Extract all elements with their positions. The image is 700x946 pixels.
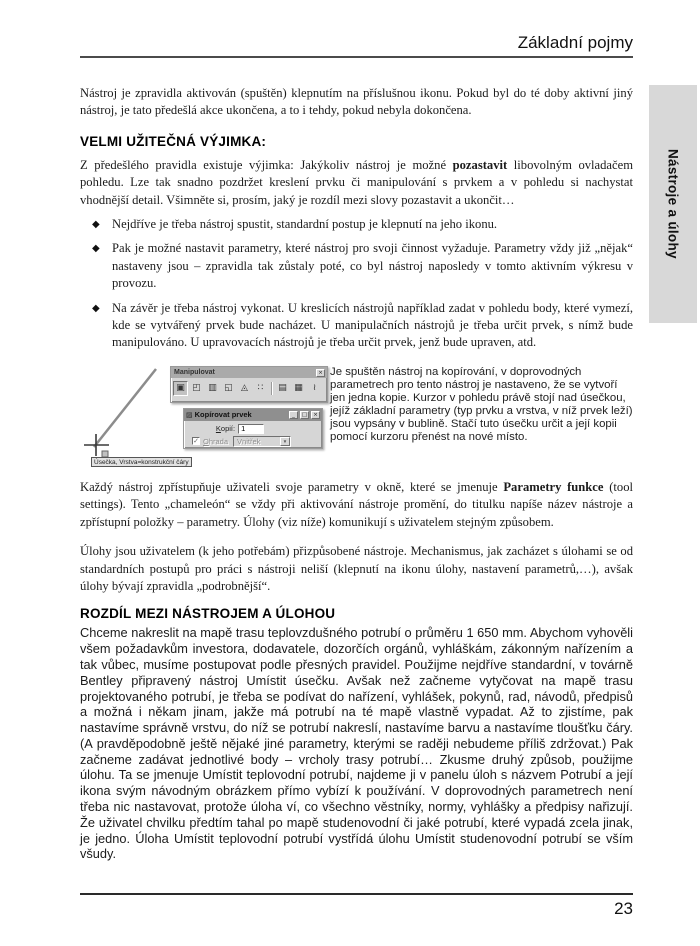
page-number: 23 [614, 899, 633, 918]
bullet-item [80, 216, 633, 233]
fence-label [203, 437, 228, 446]
fence-row [184, 434, 322, 447]
text-run: libovolným ovladačem pohledu. Lze tak snadno pozdržet kreslení prvku či manipulování s prvkem a v pohledu si nachystat vhodnější detail. Všimněte si, prosím, jaký je rozdíl mezi slovy pozastavit a ukončit… [80, 157, 633, 207]
dialog-title: Kopírovat prvek [194, 410, 252, 420]
screenshot-figure [80, 361, 330, 467]
scale-element-icon[interactable]: ◱ [224, 383, 233, 394]
change-attributes-icon[interactable]: ▦ [294, 383, 303, 394]
footer-rule [80, 893, 633, 895]
bullet-item [80, 300, 633, 352]
paragraph-tasks: Úlohy jsou uživatelem (k jeho potřebám) přizpůsobené nástroje. Mechanismus, jak zacházet s úlohami se od standardních postupů pro práci s nástroji neliší (klepnutí na ikonu úlohy, nastavení parametrů,…), avšak úlohy bývají zpravidla „podrobnější“. [80, 544, 633, 593]
label-rest: opií: [220, 424, 236, 434]
bullet-diamond-icon: ◆ [92, 302, 100, 314]
bullet-text: Na závěr je třeba nástroj vykonat. U kreslicích nástrojů například zadat v pohledu body, které vymezí, kde se vytvářený prvek bude nacházet. U manipulačních nástrojů je třeba určit prvek, s nímž bude manipulováno. U upravovacích nástrojů je třeba určit prvek, jenž bude upraven, atd. [112, 300, 633, 350]
app-icon: ▨ [186, 411, 193, 420]
element-info-tooltip: Úsečka, Vrstva=konstrukční čáry [91, 457, 192, 467]
close-icon[interactable]: × [316, 369, 325, 377]
content-column [80, 33, 633, 862]
accel-letter: K [215, 424, 221, 434]
toolbar-icon-row [171, 378, 327, 399]
running-header: Základní pojmy [517, 33, 633, 52]
manipulate-toolbar-window [170, 366, 328, 403]
section-heading-difference: ROZDÍL MEZI NÁSTROJEM A ÚLOHOU [80, 606, 336, 622]
move-parallel-icon[interactable]: ▥ [208, 383, 217, 394]
paragraph-difference: Chceme nakreslit na mapě trasu teplovzdušného potrubí o průměru 1 650 mm. Abychom vyhověli všem požadavkům investora, dodavatele, dozorčích orgánů, vyhláškám, zákonným nařízením a tak vůbec, musíme postupovat podle přesných pravidel. Použijme nejdříve standardní, v továrně Bentley připravený nástroj Umístit úsečku. Avšak než začneme vytyčovat na mapě trasu projektovaného potrubí, je třeba se podívat do nařízení, vyhlášek, pokynů, rad, návodů, předpisů a možná i někam jinam, jakže má potrubí na té mapě vlastně vypadat. Až to zjistíme, pak nastavíme správně vrstvu, do níž se potrubí nakreslí, nastavíme barvu a nastavíme tloušťku čáry. (A pravděpodobně ještě nějaké jiné parametry, kterými se raději nebudeme příliš zdržovat.) Pak začneme zadávat jednotlivé body – vrcholy trasy potrubí… Zkusme druhý způsob, použijme úlohu. Ta se jmenuje Umístit teplovodní potrubí, najdeme ji v panelu úloh s názvem Potrubí a její ikona svým návodným obrázkem přímo vybízí k používání. V doprovodných parametrech není třeba nic nastavovat, protože úloha ví, co všechno věstníky, normy, vyhlášky a předpisy nařizují. Že uživatel chvilku předtím tahal po mapě studenovodní či jaké potrubí, které vypadá zcela jinak, je jedno. Úloha Umístit teplovodní potrubí vystřídá úlohu Umístit studenovodní potrubí se vším všudy. [80, 625, 633, 862]
rotate-element-icon[interactable]: ◬ [241, 383, 248, 394]
fence-mode-dropdown[interactable] [233, 436, 291, 447]
text-run: (tool settings). Tento „chameleón“ se vždy při aktivování nástroje promění, do titulku napíše název nástroje a zpřístupní položky – parametry. Úlohy (viz níže) komunikují s uživatelem stejným způsobem. [80, 479, 633, 529]
chapter-tab[interactable] [649, 85, 697, 323]
stretch-element-icon[interactable]: ≀ [312, 383, 317, 394]
bullet-text: Nejdříve je třeba nástroj spustit, standardní postup je klepnutí na jeho ikonu. [112, 217, 498, 232]
section-heading-exception: VELMI UŽITEČNÁ VÝJIMKA: [80, 133, 267, 149]
text-run-bold: pozastavit [452, 157, 508, 172]
bullet-item [80, 240, 633, 292]
figure [80, 361, 633, 467]
label-rest: hrada [208, 436, 229, 446]
copy-element-icon[interactable]: ▣ [173, 381, 188, 396]
text-run: Každý nástroj zpřístupňuje uživateli svoje parametry v okně, které se jmenuje [80, 479, 504, 494]
paragraph-intro: Nástroj je zpravidla aktivován (spuštěn) klepnutím na příslušnou ikonu. Pokud byl do té doby aktivní jiný nástroj, je tato předešlá akce ukončena, a to i tehdy, pokud nebyla dokončena. [80, 86, 633, 118]
copies-row [184, 424, 322, 434]
fence-mode-value: Vnitřek [237, 436, 261, 446]
copy-element-dialog [183, 408, 323, 449]
close-icon[interactable]: × [311, 411, 320, 419]
bullet-text: Pak je možné nastavit parametry, které nástroj pro svoji činnost vyžaduje. Parametry vždy již „nějak“ nastaveny jsou – zpravidla tak zůstaly poté, co byl nástroj naposledy v tomto aktivním výkresu v provozu. [112, 241, 633, 291]
paragraph-tool-settings [80, 479, 633, 531]
dialog-titlebar[interactable] [184, 409, 322, 421]
toolbar-separator [271, 382, 272, 395]
toolbar-title: Manipulovat [174, 369, 215, 377]
construct-array-icon[interactable]: ∷ [257, 383, 264, 394]
accel-letter: O [203, 436, 209, 446]
chevron-down-icon: ▼ [280, 437, 290, 446]
chapter-tab-label: Nástroje a úlohy [665, 149, 681, 259]
drawn-line [94, 369, 156, 447]
bullet-diamond-icon: ◆ [92, 243, 100, 255]
toolbar-titlebar[interactable] [171, 367, 327, 378]
figure-caption: Je spuštěn nástroj na kopírování, v doprovodných parametrech pro tento nástroj je nastaveno, že se vytvoří jen jedna kopie. Kurzor v pohledu právě stojí nad úsečkou, jejíž základní parametry (typ prvku a vrstva, v níž prvek leží) jsou vypsány v bublině. Stačí tuto úsečku určit a její kopii pomocí kurzoru přenést na nové místo. [330, 365, 633, 444]
paragraph-exception [80, 157, 633, 209]
text-run: Z předešlého pravidla existuje výjimka: Jakýkoliv nástroj je možné [80, 157, 453, 172]
copies-input[interactable] [238, 424, 264, 434]
text-run-bold: Parametry funkce [503, 479, 604, 494]
copies-label [216, 424, 235, 433]
fence-checkbox[interactable]: ✓ [193, 437, 199, 446]
align-elements-icon[interactable]: ▤ [278, 383, 287, 394]
minimize-icon[interactable]: _ [289, 411, 298, 419]
move-element-icon[interactable]: ◰ [192, 383, 201, 394]
header-rule [80, 56, 633, 58]
bullet-diamond-icon: ◆ [92, 219, 100, 231]
maximize-icon[interactable]: □ [301, 412, 308, 419]
